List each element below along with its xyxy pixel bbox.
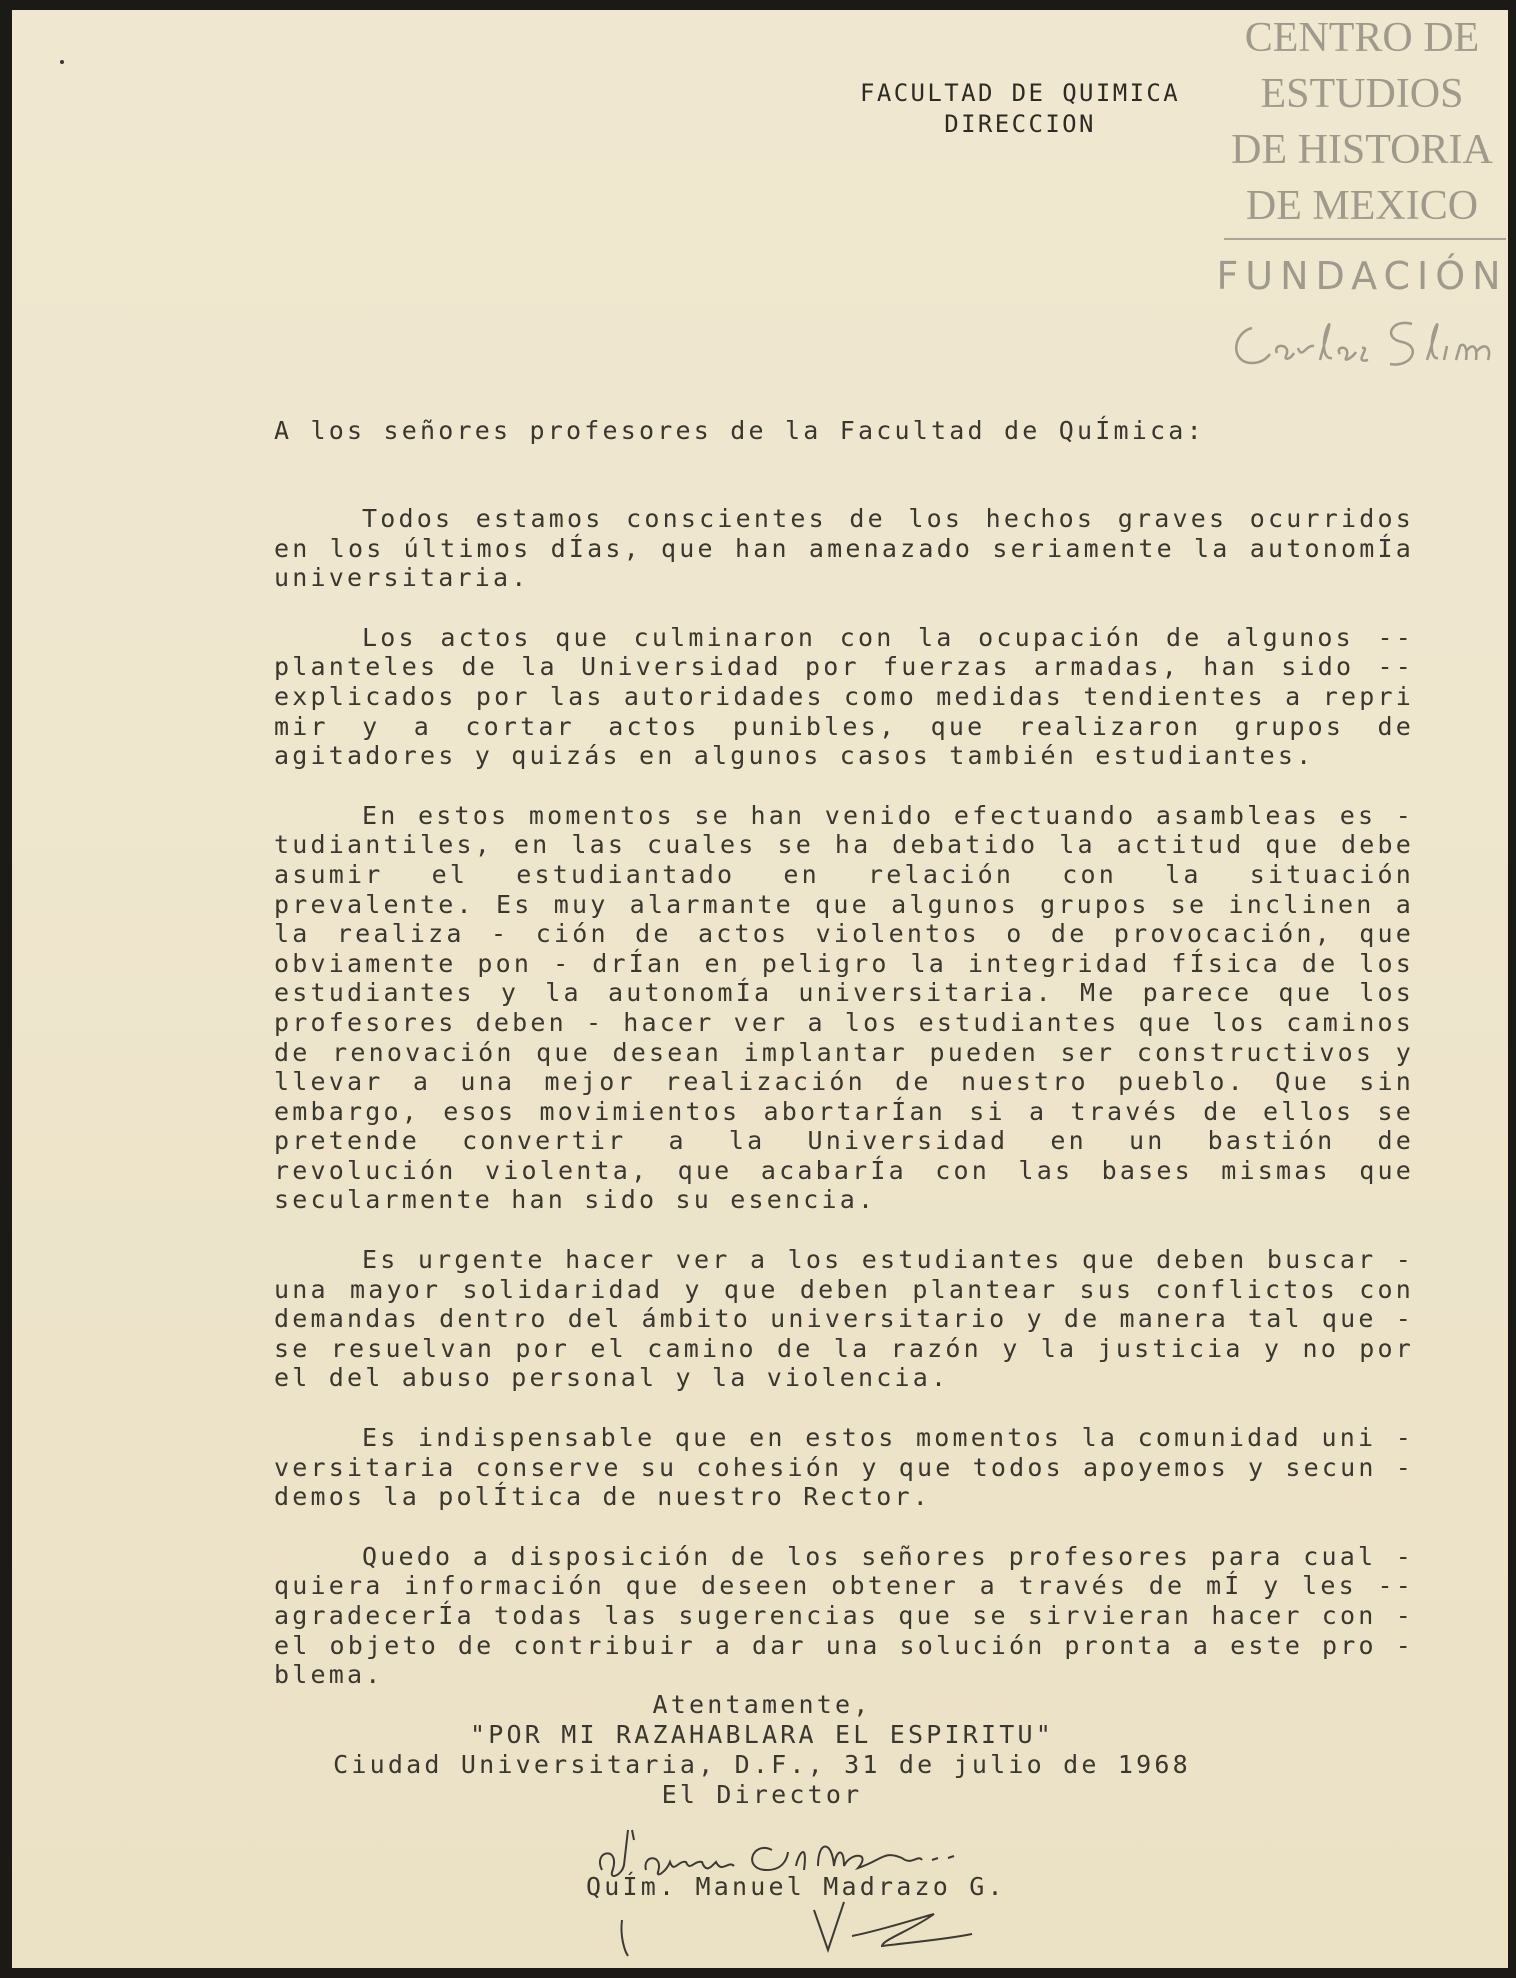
paragraph-3: En estos momentos se han venido efectuando asambleas es - tudiantiles, en las cuales se ha debatido la actitud que debe asumir el estudiantado en relación con la situación prevalente. Es muy alarmante que algunos grupos se inclinen a la realiza - ción de actos violentos o de provocación, que obviamente pon - drÍan en peligro la integridad fÍsica de los estudiantes y la autonomÍa universitaria. Me parece que los profesores deben - hacer ver a los estudiantes que los caminos de renovación que desean implantar pueden ser constructivos y llevar a una mejor realización de nuestro pueblo. Que sin embargo, esos movimientos abortarÍan si a través de ellos se pretende convertir a la Universidad en un bastión de revolución violenta, que acabarÍa con las bases mismas que secularmente han sido su esencia. [274,800,1414,1215]
closing-motto: "POR MI RAZAHABLARA EL ESPIRITU" [469,1720,1055,1749]
stamp-line-2: ESTUDIOS [1260,71,1464,117]
stamp-fundacion: FUNDACIÓN [1216,254,1508,298]
letter-page [12,10,1508,1968]
letterhead-office: DIRECCION [944,110,1096,138]
signer-name: QuÍm. Manuel Madrazo G. [586,1872,1006,1901]
letterhead-faculty: FACULTAD DE QUIMICA [860,79,1181,107]
closing-place-date: Ciudad Universitaria, D.F., 31 de julio de 1968 [333,1750,1191,1779]
paragraph-6: Quedo a disposición de los señores profesores para cual - quiera información que deseen obtener a través de mÍ y les -- agradecerÍa todas las sugerencias que se sirvieran hacer con - el objeto de contribuir a dar una solución pronta a este pro - blema. [274,1541,1414,1690]
archive-stamp [1212,10,1508,378]
paragraph-4: Es urgente hacer ver a los estudiantes que deben buscar - una mayor solidaridad y que deben plantear sus conflictos con demandas dentro del ámbito universitario y de manera tal que - se resuelvan por el camino de la razón y la justicia y no por el del abuso personal y la violencia. [274,1245,1414,1393]
closing-title: El Director [661,1780,863,1809]
stamp-line-1: CENTRO DE [1244,15,1480,61]
foundation-signature-logo [1222,308,1508,378]
paragraph-5: Es indispensable que en estos momentos la comunidad uni - versitaria conserve su cohesión y que todos apoyemos y secun - demos la polÍtica de nuestro Rector. [274,1423,1414,1512]
stamp-line-3: DE HISTORIA [1231,127,1493,173]
paragraph-2: Los actos que culminaron con la ocupación de algunos -- planteles de la Universidad por fuerzas armadas, han sido -- explicados por las autoridades como medidas tendientes a repri mir y a cortar actos punibles, que realizaron grupos de agitadores y quizás en algunos casos también estudiantes. [274,622,1414,771]
salutation: A los señores profesores de la Facultad de QuÍmica: [274,416,1205,445]
letterhead [860,78,1180,140]
paragraph-1: Todos estamos conscientes de los hechos graves ocurridos en los últimos dÍas, que han amenazado seriamente la autonomÍa universitaria. [274,504,1414,593]
stamp-line-4: DE MEXICO [1245,183,1479,229]
closing-block [312,1690,1212,1810]
ink-speck [60,60,64,64]
stamp-divider [1224,238,1506,240]
letter-body [274,504,1414,1720]
closing-salutation: Atentamente, [652,1690,872,1719]
